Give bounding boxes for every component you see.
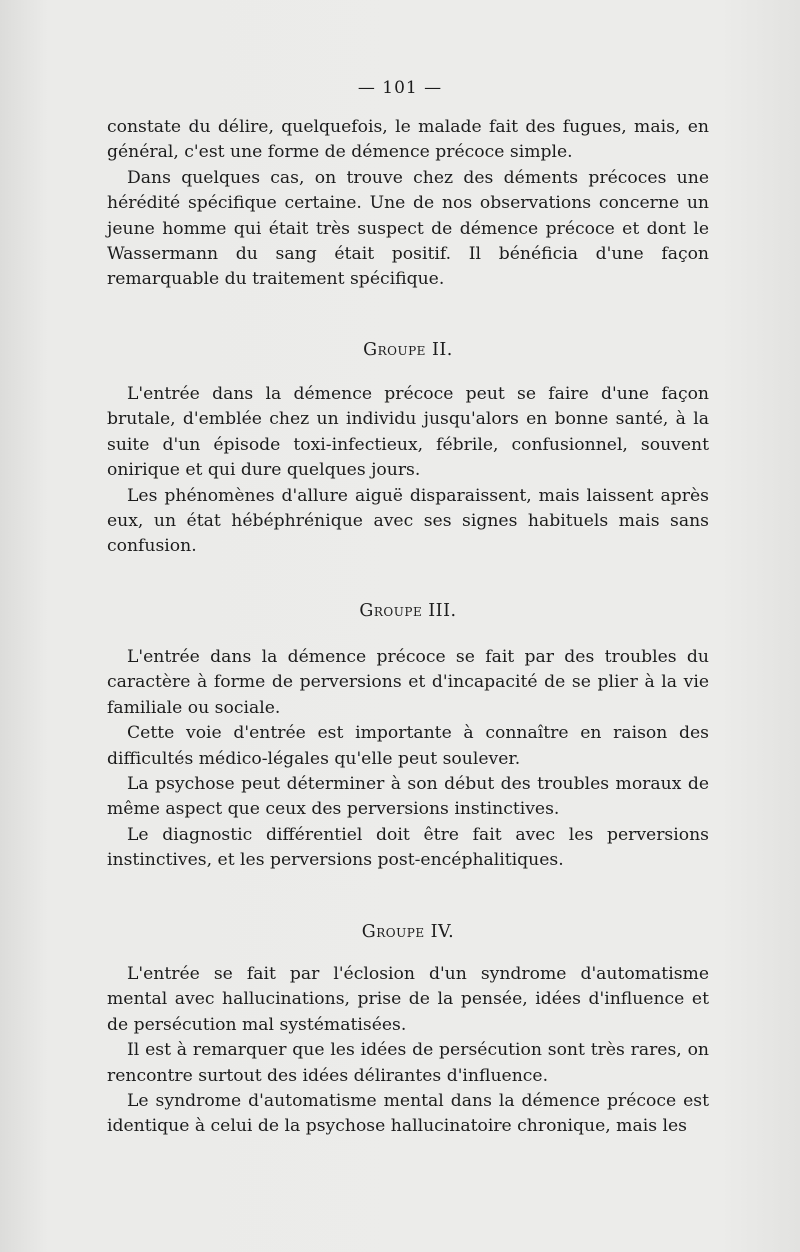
paragraph: L'entrée dans la démence précoce se fait par des troubles du caractère à forme de perversions et d'incapacité de se plier à la vie familiale ou sociale.	[107, 647, 709, 718]
section-heading-groupe-2: Groupe II.	[363, 340, 453, 360]
paragraph: Dans quelques cas, on trouve chez des déments précoces une hérédité spécifique certaine. Une de nos observations concerne un jeune homme qui était très suspect de démence précoce et dont le Wassermann du sang était positif. Il bénéficia d'une façon remarquable du traitement spécifique.	[107, 167, 709, 290]
paragraph: Les phénomènes d'allure aiguë disparaissent, mais laissent après eux, un état hébéphrénique avec ses signes habituels mais sans confusion.	[107, 485, 709, 557]
paragraph: L'entrée dans la démence précoce peut se faire d'une façon brutale, d'emblée chez un individu jusqu'alors en bonne santé, à la suite d'un épisode toxi-infectieux, fébrile, confusionnel, souvent onirique et qui dure quelques jours.	[107, 384, 709, 481]
paragraph: Le diagnostic différentiel doit être fait avec les perversions instinctives, et les perversions post-encéphalitiques.	[107, 824, 709, 871]
paragraph: Cette voie d'entrée est importante à connaître en raison des difficultés médico-légales qu'elle peut soulever.	[107, 723, 709, 769]
paragraph: L'entrée se fait par l'éclosion d'un syndrome d'automatisme mental avec hallucinations, prise de la pensée, idées d'influence et de persécution mal systématisées.	[107, 964, 709, 1035]
paragraph: Le syndrome d'automatisme mental dans la démence précoce est identique à celui de la psychose hallucinatoire chronique, mais les	[107, 1091, 709, 1137]
page-number: — 101 —	[357, 78, 443, 98]
groupe-2-section	[107, 382, 709, 560]
intro-section	[107, 115, 709, 293]
section-heading-groupe-4: Groupe IV.	[361, 922, 455, 942]
paragraph: La psychose peut déterminer à son début des troubles moraux de même aspect que ceux des perversions instinctives.	[107, 774, 709, 820]
groupe-4-section	[107, 962, 709, 1140]
paragraph: Il est à remarquer que les idées de persécution sont très rares, on rencontre surtout des idées délirantes d'influence.	[107, 1040, 709, 1086]
section-heading-groupe-3: Groupe III.	[359, 601, 457, 621]
paragraph: constate du délire, quelquefois, le malade fait des fugues, mais, en général, c'est une forme de démence précoce simple.	[107, 117, 709, 163]
groupe-3-section	[107, 645, 709, 874]
